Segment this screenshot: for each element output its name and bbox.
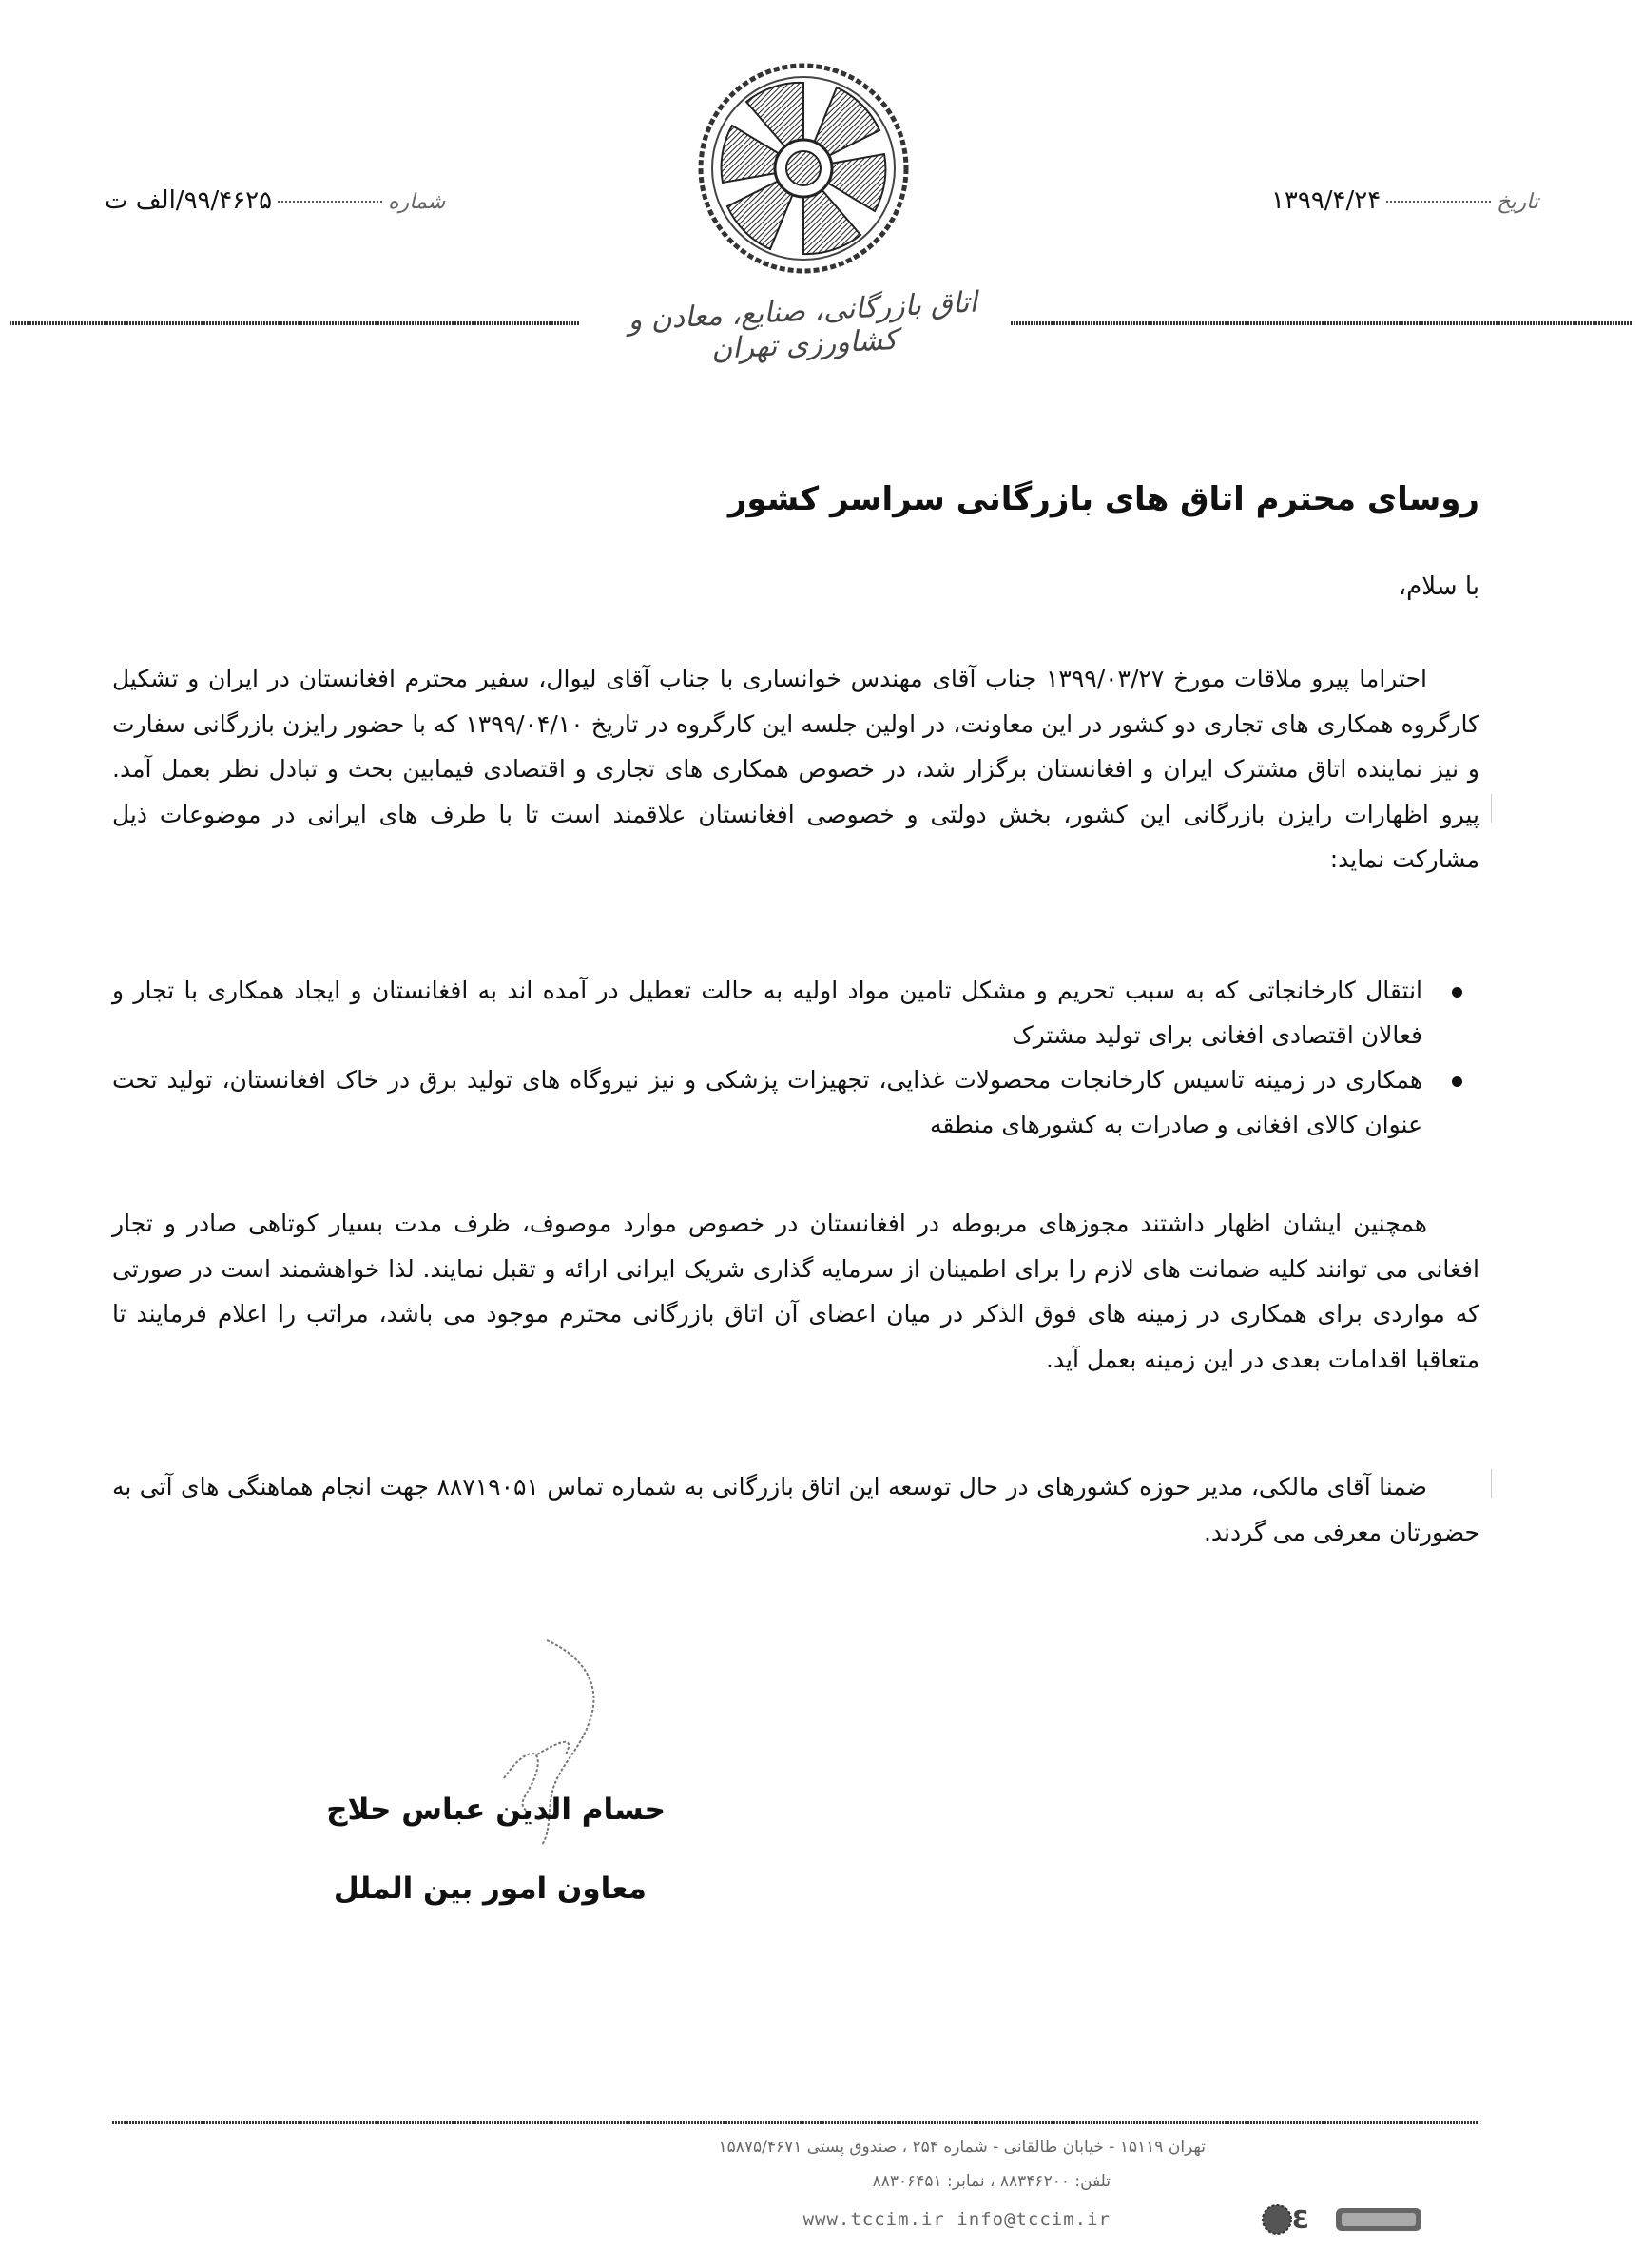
header-divider-right xyxy=(1011,321,1633,325)
svg-text:Ɛ: Ɛ xyxy=(1291,2206,1309,2235)
body-paragraph-2: همچنین ایشان اظهار داشتند مجوزهای مربوطه در افغانستان در خصوص موارد موصوف، ظرف مدت بسیار کوتاهی صادر و تجار افغانی می توانند کلیه ضمانت های لازم را برای اطمینان از سرمایه گذاری شریک ایرانی ارائه و تقبل نمایند. لذا خواهشمند است در صورتی که مواردی برای همکاری در زمینه های فوق الذکر در میان اعضای آن اتاق بازرگانی محترم موجود می باشد، مراتب را اعلام فرمایند تا متعاقبا اقدامات بعدی در این زمینه بعمل آید. xyxy=(112,1210,1479,1373)
letter-number-label: شماره xyxy=(388,190,446,214)
scan-margin-mark xyxy=(1491,1469,1492,1498)
list-item xyxy=(112,1057,1422,1147)
chamber-emblem-icon xyxy=(694,59,913,278)
footer-address: تهران ۱۵۱۱۹ - خیابان طالقانی - شماره ۲۵۴ ، صندوق پستی ۱۵۸۷۵/۴۶۷۱ xyxy=(718,2138,1206,2157)
footer-phone: تلفن: ۸۸۳۴۶۲۰۰ ، نمابر: ۸۸۳۰۶۴۵۱ xyxy=(872,2172,1111,2191)
body-paragraph-3: ضمنا آقای مالکی، مدیر حوزه کشورهای در حال توسعه این اتاق بازرگانی به شماره تماس ۸۸۷۱۹۰۵۱ جهت انجام هماهنگی های آتی به حضورتان معرفی می گردند. xyxy=(112,1473,1479,1546)
signer-name: حسام الدین عباس حلاج xyxy=(326,1793,666,1827)
signer-title: معاون امور بین الملل xyxy=(333,1871,647,1906)
scan-margin-mark xyxy=(1491,794,1492,823)
greeting: با سلام، xyxy=(1398,572,1479,601)
list-item xyxy=(112,968,1422,1057)
body-paragraph-1: احتراما پیرو ملاقات مورخ ۱۳۹۹/۰۳/۲۷ جناب آقای مهندس خوانساری با جناب آقای لیوال، سفیر محترم افغانستان در ایران و تشکیل کارگروه همکاری های تجاری دو کشور در این معاونت، در اولین جلسه این کارگروه در تاریخ ۱۳۹۹/۰۴/۱۰ که با حضور رایزن بازرگانی سفارت و نیز نماینده اتاق مشترک ایران و افغانستان برگزار شد، در خصوص همکاری های تجاری و اقتصادی فیمابین بحث و تبادل نظر بعمل آمد. پیرو اظهارات رایزن بازرگانی این کشور، بخش دولتی و خصوصی افغانستان علاقمند است تا با طرف های ایرانی در موضوعات ذیل مشارکت نماید: xyxy=(112,665,1479,873)
letter-date xyxy=(1271,186,1538,215)
letter-number xyxy=(105,186,445,215)
organization-name: اتاق بازرگانی، صنایع، معادن و کشاورزی تهران xyxy=(627,285,978,367)
letter-date-label: تاریخ xyxy=(1497,190,1538,214)
footer-divider xyxy=(112,2121,1479,2124)
letter-number-value: ۹۹/۴۶۲۵/الف ت xyxy=(105,186,273,215)
footer-logos-icon xyxy=(1260,2202,1426,2237)
footer-web: www.tccim.ir info@tccim.ir xyxy=(802,2209,1111,2230)
bullet-icon xyxy=(1452,1076,1462,1087)
list-item-text: همکاری در زمینه تاسیس کارخانجات محصولات غذایی، تجهیزات پزشکی و نیز نیروگاه های تولید برق در خاک افغانستان، تولید تحت عنوان کالای افغانی و صادرات به کشورهای منطقه xyxy=(112,1066,1422,1138)
cooperation-list xyxy=(112,968,1479,1147)
list-item-text: انتقال کارخانجاتی که به سبب تحریم و مشکل تامین مواد اولیه به حالت تعطیل در آمده اند به افغانستان و ایجاد همکاری با تجار و فعالان اقتصادی افغانی برای تولید مشترک xyxy=(112,977,1422,1049)
header-divider-left xyxy=(10,321,580,325)
bullet-icon xyxy=(1452,987,1462,998)
letter-date-value: ۱۳۹۹/۴/۲۴ xyxy=(1270,186,1382,215)
recipient-heading: روسای محترم اتاق های بازرگانی سراسر کشور xyxy=(727,480,1479,518)
